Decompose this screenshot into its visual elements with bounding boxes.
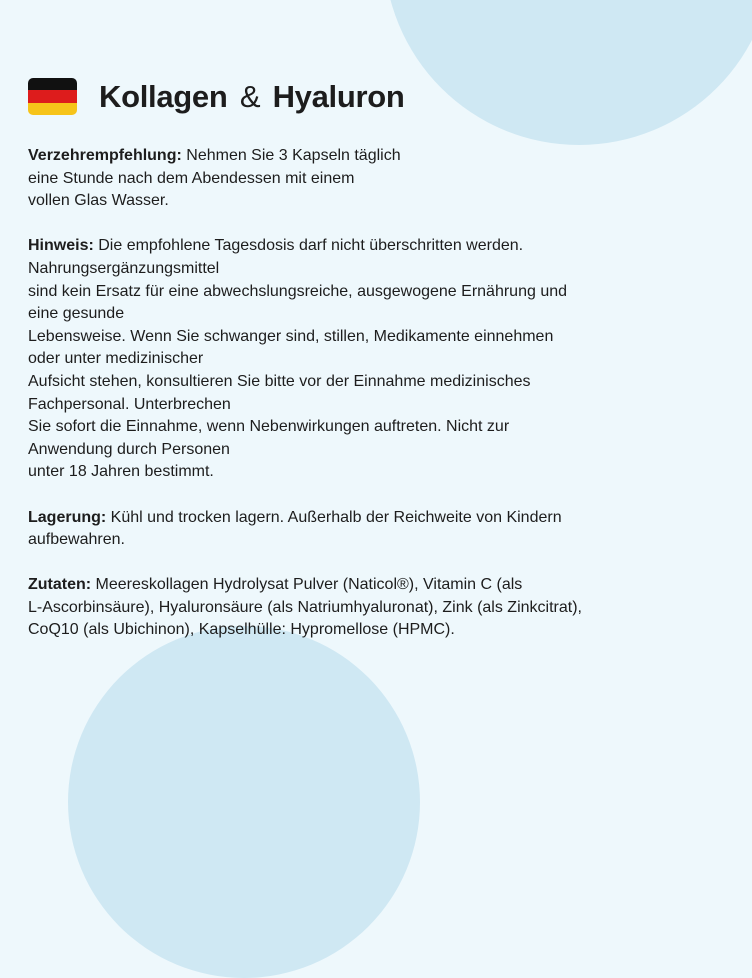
- title-part-1: Kollagen: [99, 78, 228, 114]
- text-line: oder unter medizinischer: [28, 350, 204, 368]
- product-header: [28, 78, 405, 115]
- paragraph-gap: [28, 484, 728, 507]
- text-line: L-Ascorbinsäure), Hyaluronsäure (als Natriumhyaluronat), Zink (als Zinkcitrat),: [28, 598, 582, 616]
- section-text: Meereskollagen Hydrolysat Pulver (Naticol®), Vitamin C (als: [91, 576, 523, 594]
- text-line: aufbewahren.: [28, 531, 125, 549]
- text-line: Anwendung durch Personen: [28, 440, 230, 458]
- title-part-2: Hyaluron: [272, 78, 405, 114]
- flag-stripe-black: [28, 78, 77, 90]
- text-line: Fachpersonal. Unterbrechen: [28, 395, 231, 413]
- text-line: Sie sofort die Einnahme, wenn Nebenwirkungen auftreten. Nicht zur: [28, 418, 510, 436]
- decorative-circle-top: [384, 0, 752, 145]
- text-line: eine gesunde: [28, 305, 125, 323]
- text-line: Aufsicht stehen, konsultieren Sie bitte vor der Einnahme medizinisches: [28, 372, 531, 390]
- text-line: sind kein Ersatz für eine abwechslungsreiche, ausgewogene Ernährung und: [28, 282, 568, 300]
- title-ampersand: &: [239, 78, 261, 114]
- flag-stripe-gold: [28, 103, 77, 115]
- text-line: unter 18 Jahren bestimmt.: [28, 463, 214, 481]
- section-label: Hinweis:: [28, 237, 94, 255]
- paragraph-gap: [28, 552, 728, 575]
- text-line: CoQ10 (als Ubichinon), Kapselhülle: Hypromellose (HPMC).: [28, 621, 455, 639]
- text-line: [28, 145, 728, 168]
- paragraph-gap: [28, 213, 728, 236]
- section-label: Zutaten:: [28, 576, 92, 594]
- text-line: Nahrungsergänzungsmittel: [28, 259, 220, 277]
- section-label: Lagerung:: [28, 508, 107, 526]
- section-verzehrempfehlung: [28, 145, 728, 213]
- text-line: Lebensweise. Wenn Sie schwanger sind, stillen, Medikamente einnehmen: [28, 327, 554, 345]
- section-lagerung: [28, 507, 728, 552]
- text-line: [28, 507, 728, 530]
- section-zutaten: [28, 574, 728, 642]
- product-title: [99, 79, 405, 115]
- section-hinweis: [28, 235, 728, 484]
- section-text: Nehmen Sie 3 Kapseln täglich: [181, 147, 401, 164]
- section-label: Verzehrempfehlung:: [28, 147, 182, 164]
- product-information: [28, 145, 728, 642]
- text-line: [28, 235, 728, 258]
- german-flag-icon: [28, 78, 77, 115]
- text-line: eine Stunde nach dem Abendessen mit einem: [28, 169, 355, 187]
- section-text: Kühl und trocken lagern. Außerhalb der Reichweite von Kindern: [106, 508, 562, 526]
- text-line: [28, 574, 728, 597]
- section-text: Die empfohlene Tagesdosis darf nicht überschritten werden.: [93, 237, 524, 255]
- flag-stripe-red: [28, 90, 77, 102]
- text-line: vollen Glas Wasser.: [28, 192, 169, 210]
- decorative-circle-bottom: [68, 626, 420, 978]
